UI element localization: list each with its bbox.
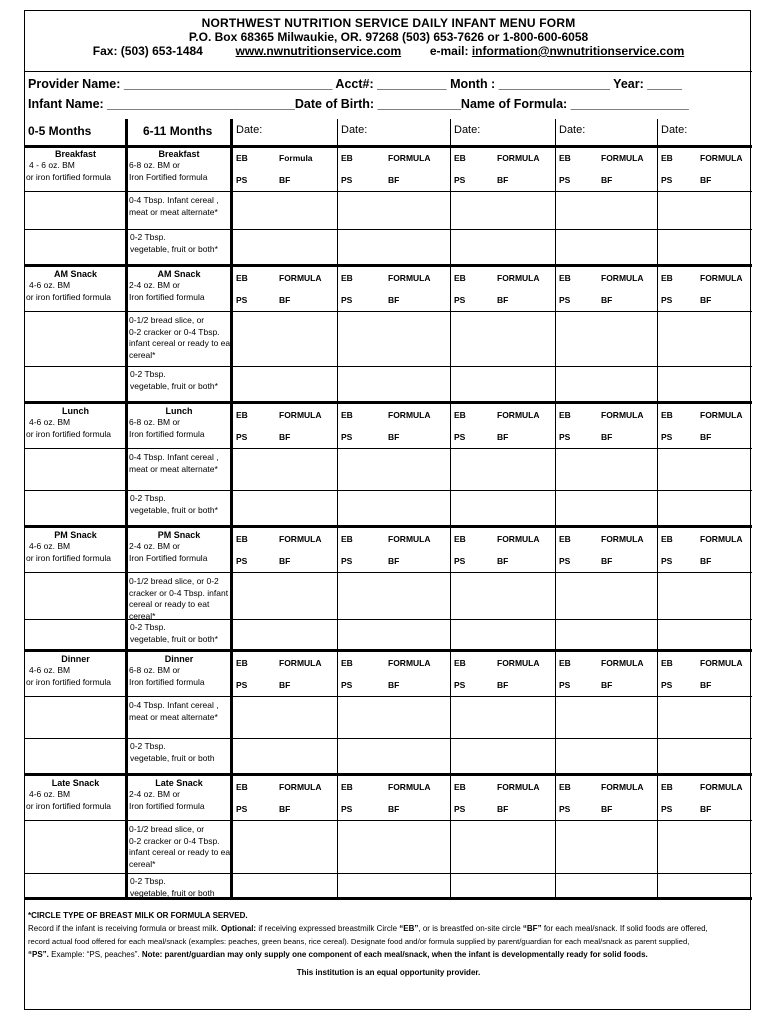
- ps-option[interactable]: PS: [559, 432, 571, 442]
- eb-option[interactable]: EB: [236, 782, 248, 792]
- footer-text: if receiving expressed breastmilk Circle: [258, 924, 398, 933]
- older-vegetable-fruit: 0-2 Tbsp.: [130, 493, 166, 503]
- older-amount: 2-4 oz. BM or: [129, 789, 181, 799]
- meal-title-0-5: Lunch: [62, 406, 89, 416]
- older-solid-food: cracker or 0-4 Tbsp. infant: [129, 587, 229, 598]
- footer-text: Record if the infant is receiving formula or breast milk.: [28, 924, 219, 933]
- footer-optional: Optional:: [220, 924, 257, 933]
- eb-option[interactable]: EB: [341, 658, 353, 668]
- infant-formula-note: or iron fortified formula: [26, 292, 112, 302]
- older-vegetable-fruit: vegetable, fruit or both*: [130, 633, 218, 644]
- older-vegetable-fruit: 0-2 Tbsp.: [130, 232, 166, 242]
- older-solid-food: meat or meat alternate*: [129, 463, 218, 474]
- infant-amount: 4-6 oz. BM: [29, 417, 71, 427]
- ps-option[interactable]: PS: [454, 295, 466, 305]
- ps-option[interactable]: PS: [454, 432, 466, 442]
- bf-option[interactable]: BF: [700, 175, 712, 185]
- col-header-date[interactable]: Date:: [454, 124, 481, 136]
- bf-option[interactable]: BF: [700, 295, 712, 305]
- divider: [25, 311, 752, 312]
- col-header-6-11-months: 6-11 Months: [143, 124, 213, 138]
- bf-option[interactable]: BF: [388, 432, 400, 442]
- meal-title-0-5: AM Snack: [53, 269, 97, 279]
- bf-option[interactable]: BF: [388, 175, 400, 185]
- eb-option[interactable]: EB: [559, 410, 571, 420]
- older-solid-food: 0-4 Tbsp. Infant cereal ,: [129, 452, 219, 462]
- ps-option[interactable]: PS: [559, 295, 571, 305]
- formula-option[interactable]: FORMULA: [388, 273, 431, 283]
- infant-formula-note: or iron fortified formula: [26, 677, 112, 687]
- formula-option[interactable]: FORMULA: [279, 410, 322, 420]
- eb-option[interactable]: EB: [341, 534, 353, 544]
- meal-title-6-11: Lunch: [165, 406, 193, 416]
- formula-option[interactable]: FORMULA: [388, 534, 431, 544]
- ps-option[interactable]: PS: [341, 804, 353, 814]
- older-formula-note: Iron fortified formula: [129, 677, 205, 687]
- eb-option[interactable]: EB: [559, 658, 571, 668]
- divider: [25, 619, 752, 620]
- divider: [657, 119, 658, 898]
- eb-option[interactable]: EB: [341, 410, 353, 420]
- meal-title-0-5: Late Snack: [51, 778, 100, 788]
- formula-option[interactable]: FORMULA: [601, 410, 644, 420]
- bf-option[interactable]: BF: [700, 556, 712, 566]
- divider: [25, 191, 752, 192]
- bf-option[interactable]: BF: [601, 680, 613, 690]
- formula-option[interactable]: FORMULA: [601, 782, 644, 792]
- formula-option[interactable]: FORMULA: [388, 658, 431, 668]
- circle-note: *CIRCLE TYPE OF BREAST MILK OR FORMULA SERVED.: [28, 911, 248, 920]
- eb-option[interactable]: EB: [236, 534, 248, 544]
- older-vegetable-fruit: vegetable, fruit or both: [130, 887, 215, 898]
- meal-title-6-11: Late Snack: [155, 778, 203, 788]
- ps-option[interactable]: PS: [236, 295, 248, 305]
- divider: [25, 572, 752, 573]
- infant-menu-form: [24, 10, 751, 1010]
- eb-option[interactable]: EB: [454, 534, 466, 544]
- footer-eb: “EB”: [399, 924, 419, 933]
- divider: [25, 820, 752, 821]
- older-formula-note: Iron Fortified formula: [129, 553, 208, 563]
- ps-option[interactable]: PS: [661, 804, 673, 814]
- meal-title-6-11: PM Snack: [157, 530, 201, 540]
- older-formula-note: Iron fortified formula: [129, 292, 205, 302]
- ps-option[interactable]: PS: [559, 175, 571, 185]
- formula-option[interactable]: FORMULA: [279, 534, 322, 544]
- ps-option[interactable]: PS: [454, 804, 466, 814]
- ps-option[interactable]: PS: [454, 175, 466, 185]
- bf-option[interactable]: BF: [601, 556, 613, 566]
- footer-text: for each meal/snack. If solid foods are offered,: [543, 924, 708, 933]
- bf-option[interactable]: BF: [601, 295, 613, 305]
- eb-option[interactable]: EB: [341, 153, 353, 163]
- older-formula-note: Iron fortified formula: [129, 801, 205, 811]
- infant-info-line[interactable]: Infant Name: ___________________________Date of Birth: ____________Name of Formula: _________________: [28, 97, 689, 111]
- formula-option[interactable]: FORMULA: [279, 273, 322, 283]
- ps-option[interactable]: PS: [661, 175, 673, 185]
- formula-option[interactable]: FORMULA: [497, 273, 540, 283]
- bf-option[interactable]: BF: [279, 175, 291, 185]
- meal-title-0-5: Dinner: [61, 654, 90, 664]
- bf-option[interactable]: BF: [388, 295, 400, 305]
- bf-option[interactable]: BF: [497, 175, 509, 185]
- bf-option[interactable]: BF: [601, 432, 613, 442]
- divider: [450, 119, 451, 898]
- infant-amount: 4-6 oz. BM: [29, 280, 71, 290]
- older-vegetable-fruit: vegetable, fruit or both*: [130, 380, 218, 391]
- divider: [25, 490, 752, 491]
- bf-option[interactable]: BF: [497, 295, 509, 305]
- ps-option[interactable]: PS: [661, 295, 673, 305]
- eb-option[interactable]: EB: [236, 153, 248, 163]
- meal-title-6-11: AM Snack: [157, 269, 201, 279]
- older-solid-food: 0-1/2 bread slice, or 0-2: [129, 576, 219, 586]
- ps-option[interactable]: PS: [661, 680, 673, 690]
- ps-option[interactable]: PS: [236, 804, 248, 814]
- divider: [25, 401, 752, 404]
- formula-option[interactable]: FORMULA: [497, 410, 540, 420]
- infant-amount: 4-6 oz. BM: [29, 541, 71, 551]
- ps-option[interactable]: PS: [236, 680, 248, 690]
- infant-amount: 4-6 oz. BM: [29, 665, 71, 675]
- meal-title-6-11: Dinner: [164, 654, 194, 664]
- infant-formula-note: or iron fortified formula: [26, 553, 112, 563]
- older-solid-food: cereal*: [129, 610, 156, 621]
- eb-option[interactable]: EB: [661, 782, 673, 792]
- eb-option[interactable]: EB: [341, 273, 353, 283]
- divider: [25, 525, 752, 528]
- ps-option[interactable]: PS: [236, 175, 248, 185]
- older-solid-food: infant cereal or ready to eat: [129, 847, 233, 857]
- bf-option[interactable]: BF: [497, 432, 509, 442]
- older-amount: 6-8 oz. BM or: [129, 417, 181, 427]
- bf-option[interactable]: BF: [601, 804, 613, 814]
- formula-option[interactable]: FORMULA: [497, 782, 540, 792]
- formula-option[interactable]: FORMULA: [497, 534, 540, 544]
- eb-option[interactable]: EB: [236, 658, 248, 668]
- bf-option[interactable]: BF: [388, 804, 400, 814]
- formula-option[interactable]: FORMULA: [497, 153, 540, 163]
- older-solid-food: 0-4 Tbsp. Infant cereal ,: [129, 700, 219, 710]
- bf-option[interactable]: BF: [279, 680, 291, 690]
- eb-option[interactable]: EB: [454, 273, 466, 283]
- bf-option[interactable]: BF: [700, 804, 712, 814]
- formula-option[interactable]: FORMULA: [700, 534, 743, 544]
- header-divider: [25, 71, 752, 72]
- infant-formula-note: or iron fortified formula: [26, 172, 112, 182]
- ps-option[interactable]: PS: [341, 680, 353, 690]
- divider: [25, 229, 752, 230]
- eb-option[interactable]: EB: [454, 658, 466, 668]
- older-vegetable-fruit: 0-2 Tbsp.: [130, 369, 166, 379]
- older-formula-note: Iron Fortified formula: [129, 172, 208, 182]
- older-solid-food: 0-4 Tbsp. Infant cereal ,: [129, 195, 219, 205]
- infant-formula-note: or iron fortified formula: [26, 801, 112, 811]
- eb-option[interactable]: EB: [454, 410, 466, 420]
- col-header-date[interactable]: Date:: [236, 124, 263, 136]
- bf-option[interactable]: BF: [279, 556, 291, 566]
- divider: [25, 145, 752, 148]
- ps-option[interactable]: PS: [559, 680, 571, 690]
- col-header-0-5-months: 0-5 Months: [28, 124, 92, 138]
- eb-option[interactable]: EB: [454, 153, 466, 163]
- older-vegetable-fruit: vegetable, fruit or both*: [130, 504, 218, 515]
- older-solid-food: meat or meat alternate*: [129, 206, 218, 217]
- bf-option[interactable]: BF: [497, 680, 509, 690]
- older-formula-note: Iron fortified formula: [129, 429, 205, 439]
- older-solid-food: 0-2 cracker or 0-4 Tbsp.: [129, 326, 220, 337]
- provider-info-line[interactable]: Provider Name: ______________________________ Acct#: __________ Month : ________________ Year: _____: [28, 77, 682, 91]
- formula-option[interactable]: FORMULA: [279, 782, 322, 792]
- formula-option[interactable]: FORMULA: [601, 534, 644, 544]
- eb-option[interactable]: EB: [559, 782, 571, 792]
- older-solid-food: 0-1/2 bread slice, or: [129, 824, 205, 834]
- divider: [25, 448, 752, 449]
- ps-option[interactable]: PS: [454, 680, 466, 690]
- form-title: NORTHWEST NUTRITION SERVICE DAILY INFANT MENU FORM: [201, 16, 576, 30]
- bf-option[interactable]: BF: [279, 295, 291, 305]
- ps-option[interactable]: PS: [661, 556, 673, 566]
- ps-option[interactable]: PS: [236, 432, 248, 442]
- ps-option[interactable]: PS: [559, 556, 571, 566]
- older-amount: 2-4 oz. BM or: [129, 280, 181, 290]
- older-amount: 6-8 oz. BM or: [129, 665, 181, 675]
- older-solid-food: infant cereal or ready to eat: [129, 338, 233, 348]
- formula-option[interactable]: FORMULA: [601, 153, 644, 163]
- eb-option[interactable]: EB: [559, 534, 571, 544]
- divider: [555, 119, 556, 898]
- formula-option[interactable]: FORMULA: [700, 273, 743, 283]
- footer-line-2: record actual food offered for each meal/snack (examples: peaches, green beans, rice cereal). Designate food and/or formula supplied by parent/guardian for each meal/snack as parent supplied,: [28, 937, 690, 946]
- older-solid-food: 0-1/2 bread slice, or: [129, 315, 205, 325]
- divider: [25, 897, 752, 900]
- meal-title-6-11: Breakfast: [158, 149, 200, 159]
- older-solid-food: cereal*: [129, 858, 156, 869]
- older-solid-food: meat or meat alternate*: [129, 711, 218, 722]
- eb-option[interactable]: EB: [559, 153, 571, 163]
- footer-text: Example: “PS, peaches”.: [51, 950, 140, 959]
- formula-option[interactable]: FORMULA: [388, 410, 431, 420]
- older-vegetable-fruit: vegetable, fruit or both: [130, 752, 215, 763]
- formula-option[interactable]: FORMULA: [388, 782, 431, 792]
- meal-title-0-5: PM Snack: [54, 530, 97, 540]
- formula-option[interactable]: FORMULA: [700, 410, 743, 420]
- fax-number: Fax: (503) 653-1484: [92, 44, 203, 58]
- footer-ps: “PS”.: [28, 950, 49, 959]
- footer-note: Note: parent/guardian may only supply one component of each meal/snack, when the infant is developmentally ready for solid foods.: [141, 950, 648, 959]
- formula-option[interactable]: FORMULA: [497, 658, 540, 668]
- equal-opportunity: This institution is an equal opportunity provider.: [296, 968, 481, 977]
- address-line: P.O. Box 68365 Milwaukie, OR. 97268 (503) 653-7626 or 1-800-600-6058: [188, 30, 589, 44]
- infant-amount: 4 - 6 oz. BM: [29, 160, 75, 170]
- formula-option[interactable]: FORMULA: [700, 658, 743, 668]
- older-solid-food: 0-2 cracker or 0-4 Tbsp.: [129, 835, 220, 846]
- bf-option[interactable]: BF: [497, 804, 509, 814]
- older-amount: 6-8 oz. BM or: [129, 160, 181, 170]
- bf-option[interactable]: BF: [388, 680, 400, 690]
- eb-option[interactable]: EB: [661, 410, 673, 420]
- ps-option[interactable]: PS: [341, 556, 353, 566]
- formula-option[interactable]: FORMULA: [388, 153, 431, 163]
- col-header-date[interactable]: Date:: [559, 124, 586, 136]
- eb-option[interactable]: EB: [454, 782, 466, 792]
- infant-amount: 4-6 oz. BM: [29, 789, 71, 799]
- eb-option[interactable]: EB: [341, 782, 353, 792]
- footer-instructions: [28, 909, 750, 961]
- bf-option[interactable]: BF: [388, 556, 400, 566]
- col-header-date[interactable]: Date:: [341, 124, 368, 136]
- divider: [25, 738, 752, 739]
- col-header-date[interactable]: Date:: [661, 124, 688, 136]
- formula-option[interactable]: FORMULA: [601, 658, 644, 668]
- bf-option[interactable]: BF: [601, 175, 613, 185]
- email-label: e-mail:: [429, 44, 469, 58]
- ps-option[interactable]: PS: [341, 432, 353, 442]
- bf-option[interactable]: BF: [700, 680, 712, 690]
- older-vegetable-fruit: 0-2 Tbsp.: [130, 622, 166, 632]
- older-vegetable-fruit: vegetable, fruit or both*: [130, 243, 218, 254]
- eb-option[interactable]: EB: [661, 153, 673, 163]
- ps-option[interactable]: PS: [236, 556, 248, 566]
- bf-option[interactable]: BF: [700, 432, 712, 442]
- formula-option[interactable]: FORMULA: [601, 273, 644, 283]
- bf-option[interactable]: BF: [497, 556, 509, 566]
- formula-option[interactable]: FORMULA: [700, 782, 743, 792]
- contact-line: [25, 44, 752, 58]
- divider: [25, 773, 752, 776]
- divider: [25, 366, 752, 367]
- eb-option[interactable]: EB: [236, 410, 248, 420]
- infant-formula-note: or iron fortified formula: [26, 429, 112, 439]
- eb-option[interactable]: EB: [661, 273, 673, 283]
- email-link[interactable]: information@nwnutritionservice.com: [471, 44, 685, 58]
- footer-bf: “BF”: [522, 924, 542, 933]
- older-amount: 2-4 oz. BM or: [129, 541, 181, 551]
- older-solid-food: cereal*: [129, 349, 156, 360]
- older-vegetable-fruit: 0-2 Tbsp.: [130, 741, 166, 751]
- divider: [25, 873, 752, 874]
- ps-option[interactable]: PS: [559, 804, 571, 814]
- ps-option[interactable]: PS: [341, 295, 353, 305]
- divider: [25, 264, 752, 267]
- ps-option[interactable]: PS: [341, 175, 353, 185]
- older-vegetable-fruit: 0-2 Tbsp.: [130, 876, 166, 886]
- ps-option[interactable]: PS: [454, 556, 466, 566]
- divider: [337, 119, 338, 898]
- eb-option[interactable]: EB: [559, 273, 571, 283]
- formula-option[interactable]: FORMULA: [700, 153, 743, 163]
- formula-option[interactable]: Formula: [279, 153, 313, 163]
- eb-option[interactable]: EB: [661, 658, 673, 668]
- bf-option[interactable]: BF: [279, 804, 291, 814]
- eb-option[interactable]: EB: [661, 534, 673, 544]
- meal-title-0-5: Breakfast: [54, 149, 97, 159]
- ps-option[interactable]: PS: [661, 432, 673, 442]
- footer-text: , or is breastfed on-site circle: [418, 924, 521, 933]
- formula-option[interactable]: FORMULA: [279, 658, 322, 668]
- divider: [25, 649, 752, 652]
- eb-option[interactable]: EB: [236, 273, 248, 283]
- website-link[interactable]: www.nwnutritionservice.com: [235, 44, 402, 58]
- divider: [25, 696, 752, 697]
- bf-option[interactable]: BF: [279, 432, 291, 442]
- older-solid-food: cereal or ready to eat: [129, 599, 210, 609]
